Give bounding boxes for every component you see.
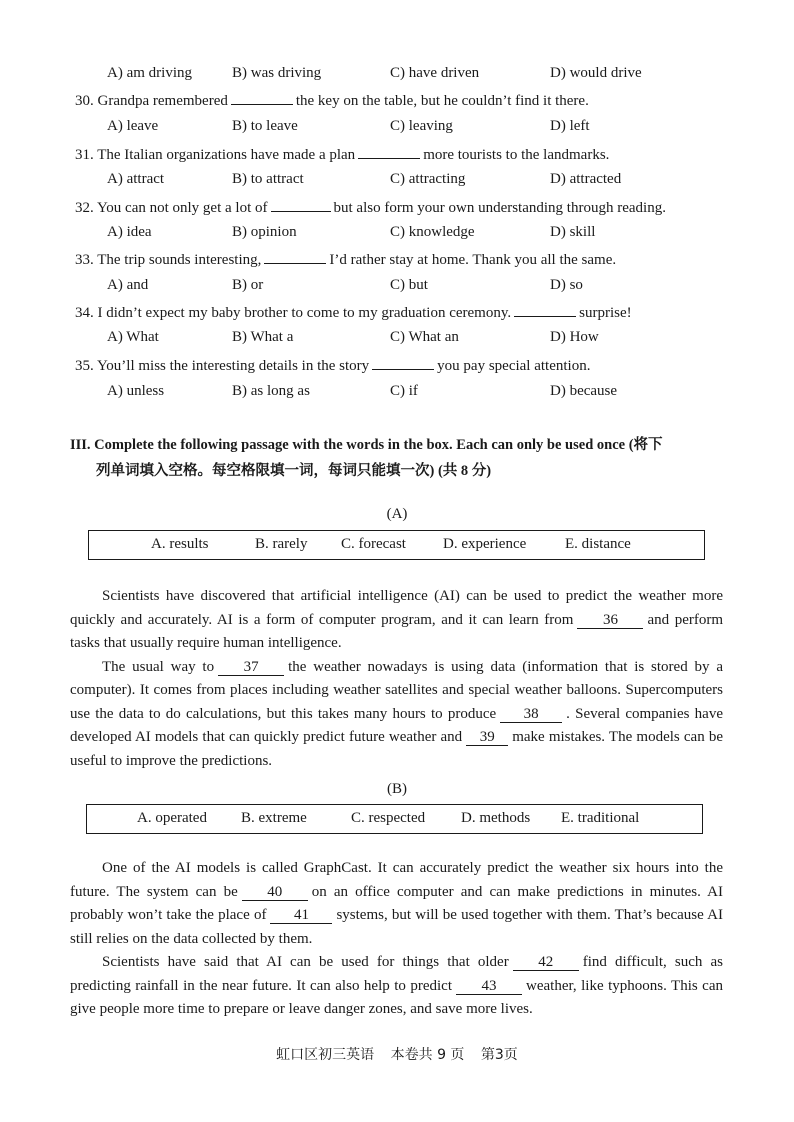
passage-a-p2-text-1: The usual way to [102,658,215,675]
q33-blank[interactable] [264,249,326,264]
q34-option-a: A) What [107,329,159,345]
blank-42[interactable]: 42 [513,954,579,971]
passage-b-paragraph-2 [70,951,723,1022]
q29-option-d: D) would drive [550,65,642,81]
blank-38[interactable]: 38 [500,706,562,723]
passage-a-p1-text-2: and perform tasks that usually require human intelligence. [70,611,724,651]
page-footer [0,1044,794,1064]
passage-a-p2-text-2: the weather nowadays is using data (information that is stored by a computer). It comes from places including weather satellites and special weather balloons. Supercomputers use the data to do calculations, but this takes many hours to produce [70,658,724,722]
section-3-title-line-1: III. Complete the following passage with the words in the box. Each can only be used once (将下 [70,437,663,453]
q29-options [0,64,794,82]
blank-40[interactable]: 40 [242,884,308,901]
passage-a-paragraph-1 [70,585,723,656]
q34-number: 34. [75,305,94,321]
q32-option-d: D) skill [550,224,596,240]
box-a-word-b: B. rarely [255,536,308,552]
q35-option-b: B) as long as [232,383,310,399]
box-b-word-e: E. traditional [561,810,640,826]
q34-options [0,328,794,346]
passage-a [70,585,723,773]
q31-option-c: C) attracting [390,171,466,187]
q34-blank[interactable] [514,302,576,317]
q34-text-before: I didn’t expect my baby brother to come to my graduation ceremony. [97,305,512,321]
passage-a-paragraph-2 [70,656,723,774]
q31-text-before: The Italian organizations have made a plan [97,147,356,163]
section-3-title-line-2: 列单词填入空格。每空格限填一词，每词只能填一次) (共 8 分) [96,463,492,479]
footer-district: 虹口区初三英语 [276,1047,375,1063]
q35-text-after: you pay special attention. [437,358,591,374]
q33-options [0,276,794,294]
passage-b-paragraph-1 [70,857,723,951]
q30-blank[interactable] [231,90,293,105]
q31-option-d: D) attracted [550,171,622,187]
box-b-word-b: B. extreme [241,810,307,826]
passage-b-p1-text-3: systems, but will be used together with them. That’s because AI still relies on the data collected by them. [70,907,723,947]
q32-blank[interactable] [271,197,331,212]
passage-b-p2-text-3: weather, like typhoons. This can give people more time to prepare or leave danger zones, and save more lives. [70,977,723,1017]
q30-option-a: A) leave [107,118,159,134]
passage-a-p1-text-1: Scientists have discovered that artificial intelligence (AI) can be used to predict the weather more quickly and accurately. AI is a form of computer program, and it can learn from [70,588,723,628]
q33-text-after: I’d rather stay at home. Thank you all the same. [329,252,617,268]
q30-option-c: C) leaving [390,118,453,134]
blank-37[interactable]: 37 [218,659,284,676]
blank-43[interactable]: 43 [456,978,522,995]
passage-b-p2-text-2: find difficult, such as predicting rainfall in the near future. It can also help to predict [70,954,724,994]
q35-text-before: You’ll miss the interesting details in the story [96,358,370,374]
blank-41[interactable]: 41 [270,907,332,924]
q34-option-c: C) What an [390,329,459,345]
q31-text-after: more tourists to the landmarks. [423,147,610,163]
q33-number: 33. [75,252,94,268]
q34-text-after: surprise! [579,305,632,321]
q34-option-d: D) How [550,329,599,345]
question-35 [75,355,590,375]
q32-options [0,223,794,241]
box-a-word-d: D. experience [443,536,527,552]
q32-text-before: You can not only get a lot of [96,200,268,216]
box-b-word-a: A. operated [137,810,207,826]
question-32 [75,197,666,217]
word-box-a [88,530,705,560]
passage-b [70,857,723,1022]
q30-option-d: D) left [550,118,590,134]
blank-36[interactable]: 36 [577,612,643,629]
passage-b-p1-text-2: on an office computer and can make predictions in minutes. AI probably won’t take the place of [70,883,723,923]
q31-number: 31. [75,147,94,163]
blank-39[interactable]: 39 [466,729,508,746]
q32-text-after: but also form your own understanding through reading. [333,200,666,216]
footer-page-number: 第3页 [480,1047,518,1063]
q32-option-c: C) knowledge [390,224,475,240]
question-31 [75,144,609,164]
question-30 [75,90,589,110]
q29-option-c: C) have driven [390,65,480,81]
q30-number: 30. [75,93,94,109]
passage-a-p2-text-4: make mistakes. The models can be useful to improve the predictions. [70,729,724,769]
q35-options [0,382,794,400]
footer-total-pages: 本卷共 9 页 [390,1047,465,1063]
box-a-word-a: A. results [151,536,209,552]
question-34 [75,302,632,322]
q34-option-b: B) What a [232,329,294,345]
box-a-label: (A) [386,506,408,522]
q33-option-c: C) but [390,277,428,293]
q30-text-after: the key on the table, but he couldn’t find it there. [295,93,589,109]
q35-option-d: D) because [550,383,618,399]
passage-a-p2-text-3: . Several companies have developed AI models that can quickly predict future weather and [70,705,723,745]
q32-option-a: A) idea [107,224,152,240]
box-b-word-d: D. methods [461,810,531,826]
q30-options [0,117,794,135]
q32-option-b: B) opinion [232,224,297,240]
word-box-b [86,804,703,834]
box-a-word-c: C. forecast [341,536,406,552]
q35-blank[interactable] [372,355,434,370]
question-33 [75,249,616,269]
q31-options [0,170,794,188]
q33-text-before: The trip sounds interesting, [97,252,262,268]
passage-b-p1-text-1: One of the AI models is called GraphCast. It can accurately predict the weather six hours into the future. The system can be [70,860,723,900]
box-b-word-c: C. respected [351,810,426,826]
passage-b-p2-text-1: Scientists have said that AI can be used for things that older [102,954,509,970]
q35-number: 35. [75,358,94,374]
q31-option-a: A) attract [107,171,165,187]
q33-option-d: D) so [550,277,583,293]
q31-option-b: B) to attract [232,171,304,187]
box-a-word-e: E. distance [565,536,631,552]
q31-blank[interactable] [358,144,420,159]
q33-option-a: A) and [107,277,149,293]
q32-number: 32. [75,200,94,216]
q35-option-c: C) if [390,383,418,399]
q35-option-a: A) unless [107,383,165,399]
q30-option-b: B) to leave [232,118,298,134]
q29-option-a: A) am driving [107,65,192,81]
box-b-label: (B) [387,781,407,797]
q33-option-b: B) or [232,277,264,293]
q30-text-before: Grandpa remembered [97,93,228,109]
q29-option-b: B) was driving [232,65,322,81]
